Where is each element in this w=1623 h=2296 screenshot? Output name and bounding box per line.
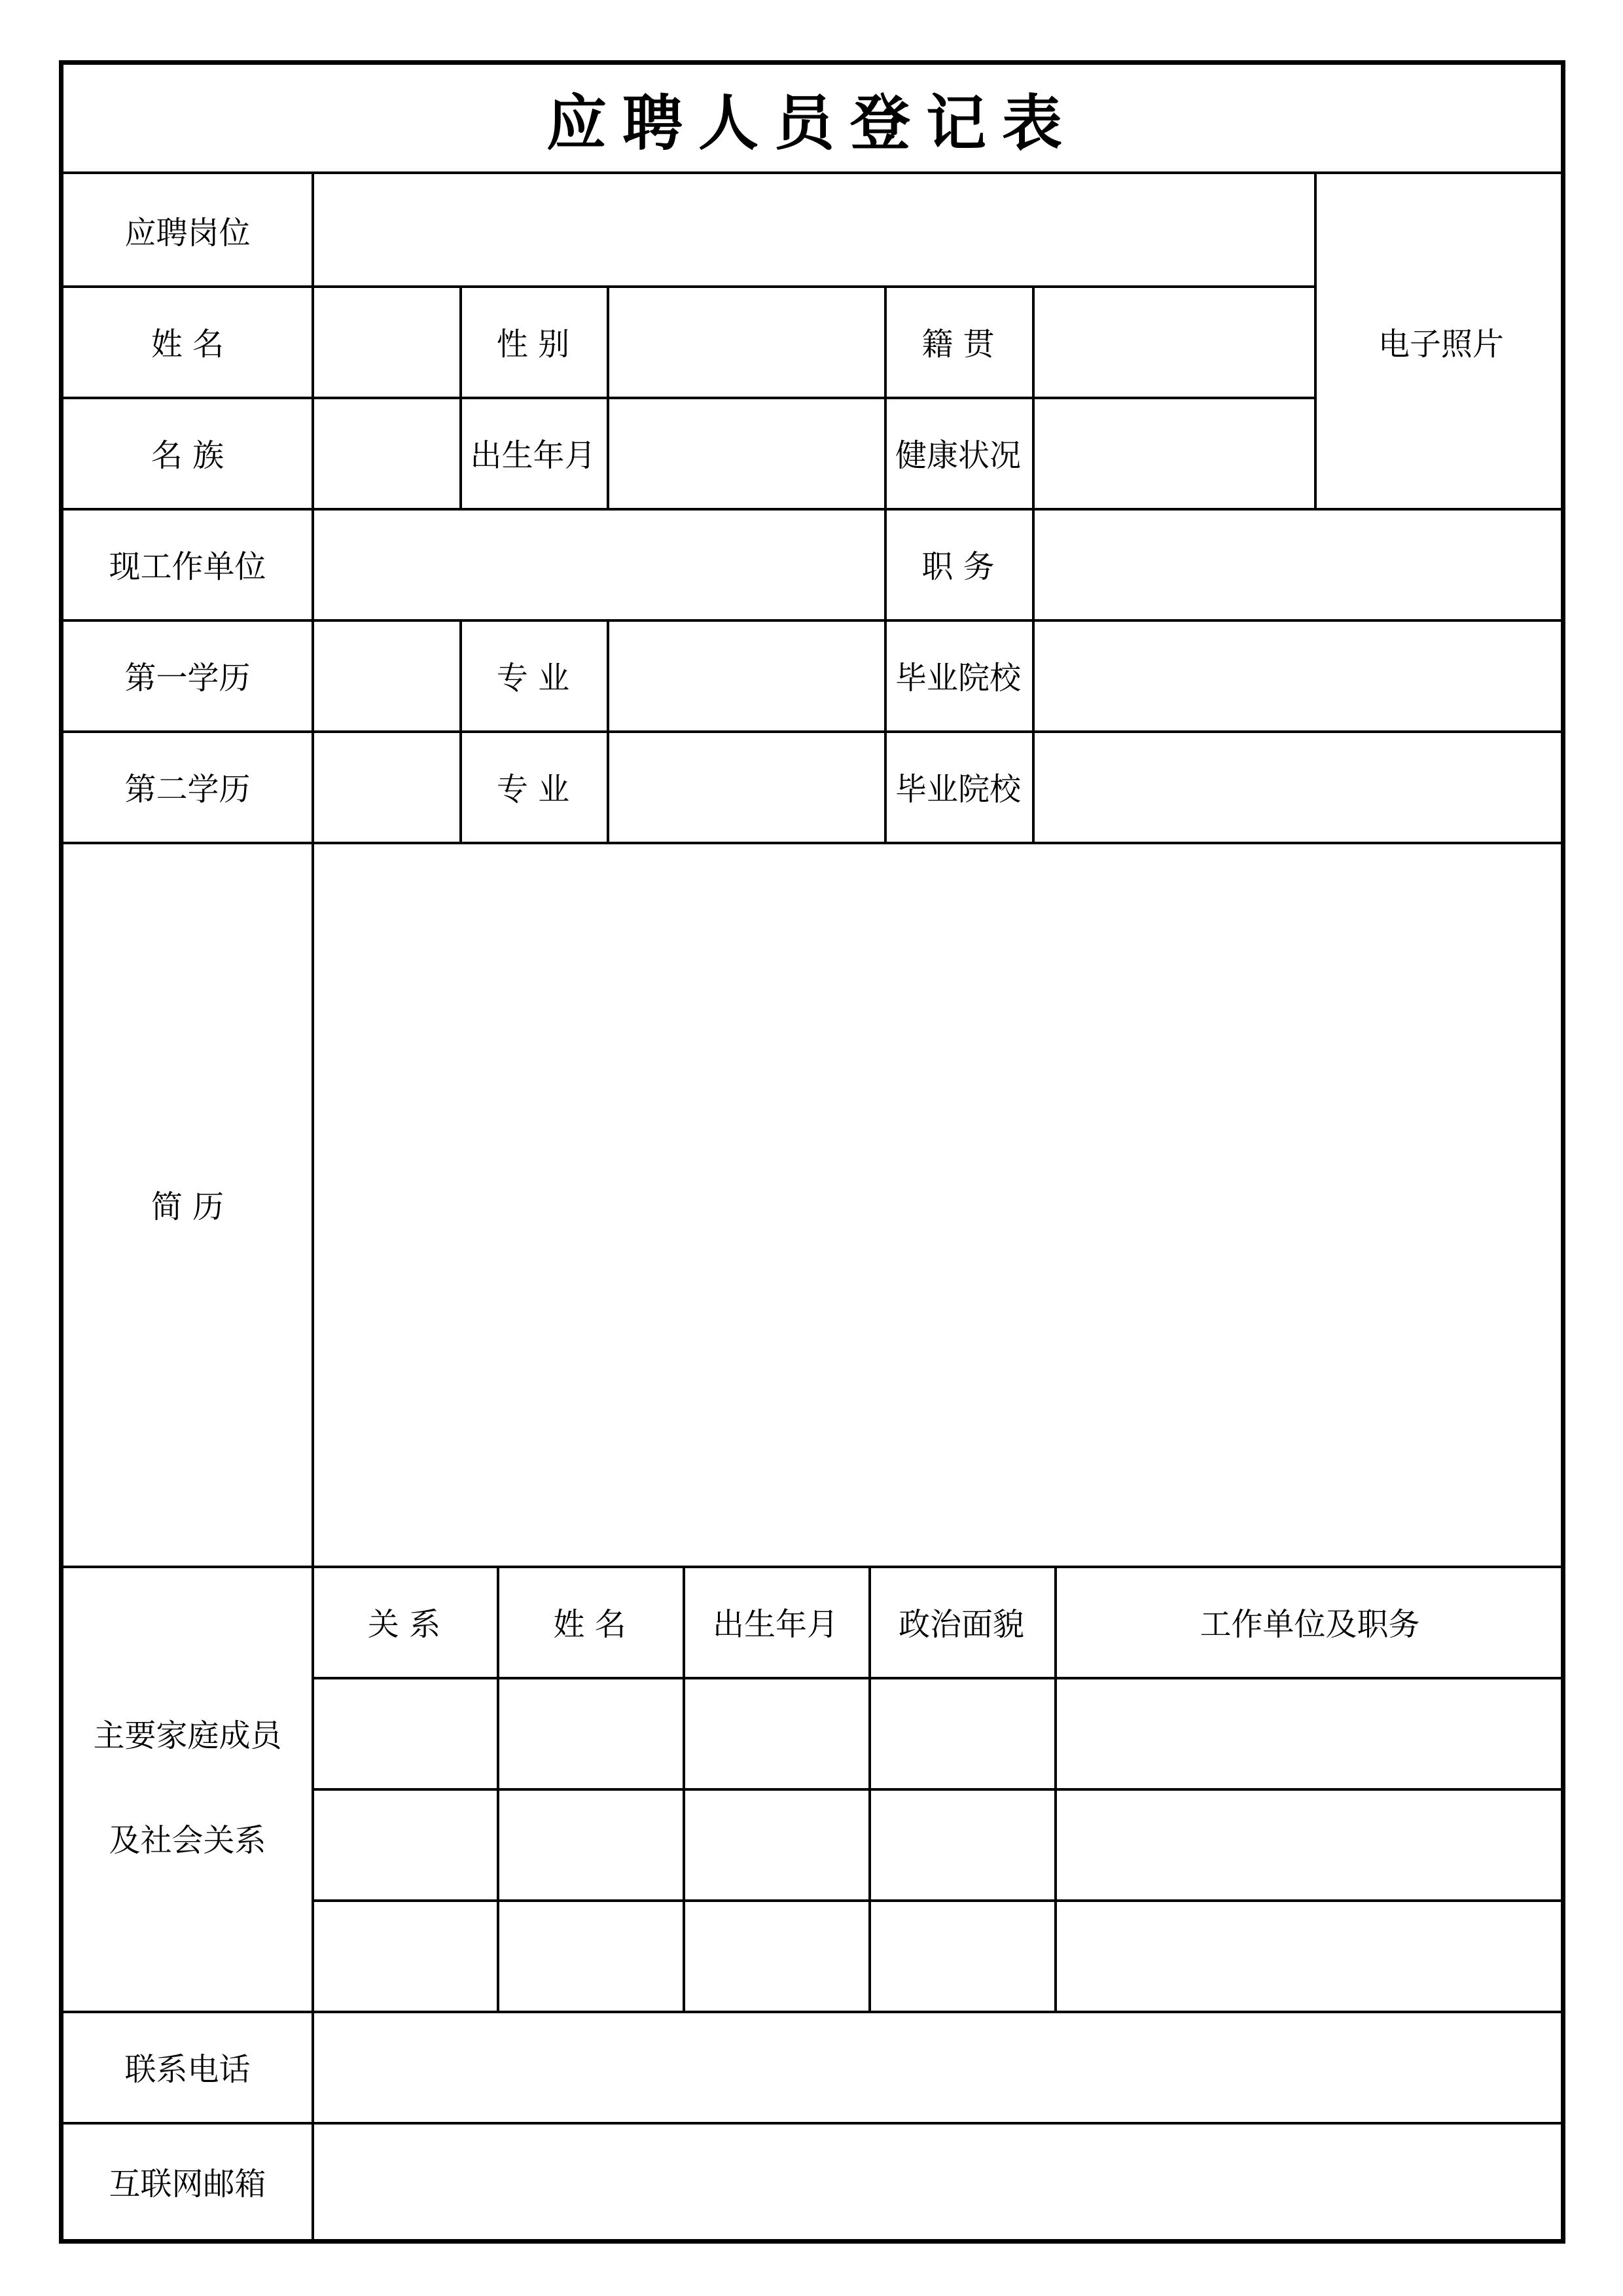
label-edu1: 第一学历 — [124, 659, 251, 696]
job-title-field[interactable] — [1035, 511, 1565, 619]
email-field[interactable] — [314, 2125, 1565, 2240]
label-birth: 出生年月 — [470, 437, 596, 474]
label-name: 姓 名 — [151, 325, 224, 363]
label-major2: 专 业 — [496, 770, 570, 808]
name-field[interactable] — [314, 288, 459, 397]
label-position: 应聘岗位 — [124, 214, 251, 251]
label-resume: 简 历 — [151, 1188, 224, 1225]
label-email: 互联网邮箱 — [109, 2165, 266, 2202]
form-title: 应聘人员登记表 — [63, 65, 1561, 174]
edu1-field[interactable] — [314, 622, 459, 730]
family-header-employer: 工作单位及职务 — [1200, 1605, 1420, 1643]
native-place-field[interactable] — [1035, 288, 1314, 397]
family-header-political: 政治面貌 — [898, 1605, 1024, 1643]
family-header-name: 姓 名 — [553, 1605, 626, 1643]
label-family-line2: 及社会关系 — [109, 1822, 266, 1859]
health-field[interactable] — [1035, 399, 1314, 508]
phone-field[interactable] — [314, 2013, 1565, 2122]
school2-field[interactable] — [1035, 733, 1565, 842]
current-employer-field[interactable] — [314, 511, 884, 619]
resume-field[interactable] — [314, 844, 1565, 1566]
photo-box[interactable]: 电子照片 — [1378, 325, 1504, 363]
school1-field[interactable] — [1035, 622, 1565, 730]
family-row[interactable] — [314, 1902, 1565, 2011]
label-major1: 专 业 — [496, 659, 570, 696]
label-school2: 毕业院校 — [895, 770, 1021, 808]
label-current-employer: 现工作单位 — [109, 548, 266, 585]
family-header-relation: 关 系 — [367, 1605, 441, 1643]
label-gender: 性 别 — [496, 325, 570, 363]
birth-field[interactable] — [609, 399, 884, 508]
label-ethnicity: 名 族 — [151, 437, 224, 474]
position-field[interactable] — [314, 177, 1314, 285]
gender-field[interactable] — [609, 288, 884, 397]
edu2-field[interactable] — [314, 733, 459, 842]
family-header-birth: 出生年月 — [712, 1605, 838, 1643]
label-family — [63, 1566, 312, 2011]
ethnicity-field[interactable] — [314, 399, 459, 508]
label-native-place: 籍 贯 — [921, 325, 995, 363]
label-phone: 联系电话 — [124, 2051, 251, 2088]
label-job-title: 职 务 — [921, 548, 995, 585]
major1-field[interactable] — [609, 622, 884, 730]
label-health: 健康状况 — [895, 437, 1021, 474]
label-edu2: 第二学历 — [124, 770, 251, 808]
registration-form — [59, 60, 1565, 2244]
label-school1: 毕业院校 — [895, 659, 1021, 696]
family-row[interactable] — [314, 1679, 1565, 1788]
family-row[interactable] — [314, 1791, 1565, 1899]
major2-field[interactable] — [609, 733, 884, 842]
label-family-line1: 主要家庭成员 — [93, 1717, 282, 1754]
